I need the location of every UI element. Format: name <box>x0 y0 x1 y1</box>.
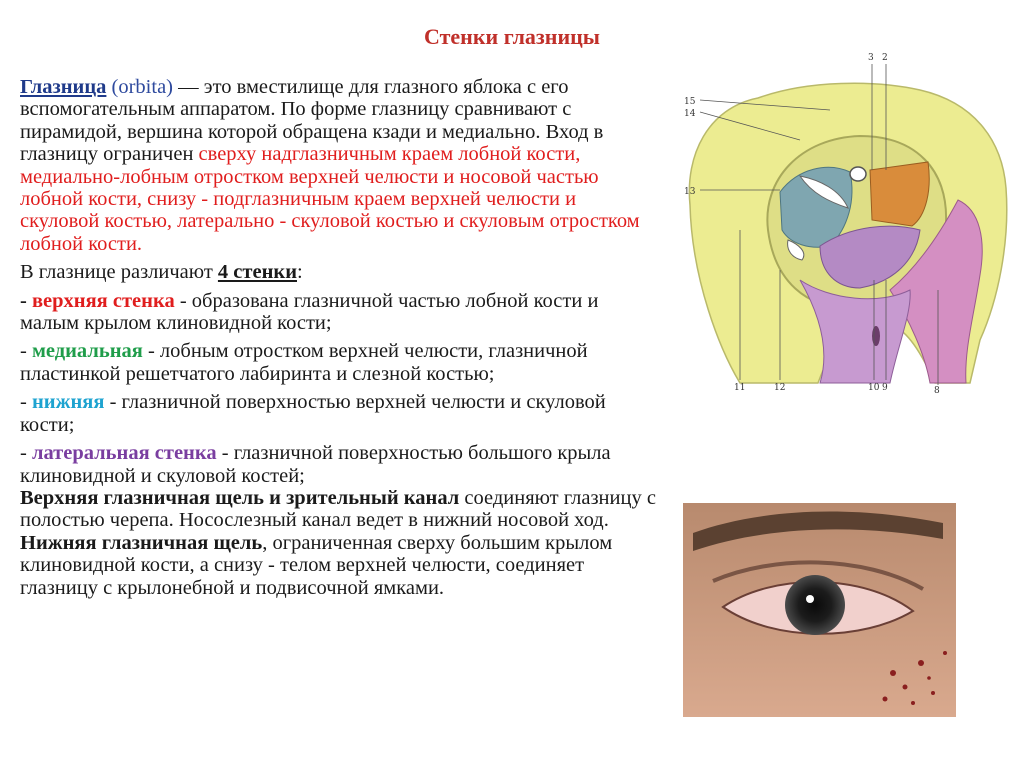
body-text <box>20 76 660 599</box>
wall-lateral-name: латеральная стенка <box>31 442 217 465</box>
label-13: 13 <box>684 187 696 197</box>
wall-dash: - <box>20 340 32 363</box>
label-14: 14 <box>684 109 696 119</box>
latin-term: (orbita) <box>111 76 174 98</box>
walls-intro-colon: : <box>297 261 303 284</box>
wall-superior-name: верхняя стенка <box>31 289 175 312</box>
slide-title: Стенки глазницы <box>424 24 600 49</box>
inferior-fissure-term: Нижняя глазничная щель <box>20 531 263 554</box>
closing-text-2: , ограниченная сверху большим крылом клиновидной кости, а снизу - телом верхней челюсти, соединяет глазницу с крылонебной и подвисочной ямками. <box>20 531 613 599</box>
greater-wing-region <box>870 162 929 226</box>
wall-inferior <box>20 391 660 436</box>
label-10: 10 <box>868 383 880 393</box>
label-9: 9 <box>882 383 888 393</box>
wall-medial-desc: - лобным отростком верхней челюсти, глазничной пластинкой решетчатого лабиринта и слезной костью; <box>20 340 588 385</box>
wall-inferior-name: нижняя <box>31 391 105 414</box>
superior-fissure-term: Верхняя глазничная щель и зрительный канал <box>20 486 460 509</box>
wall-dash: - <box>20 442 32 465</box>
label-3: 3 <box>868 53 874 63</box>
wall-dash: - <box>20 391 32 414</box>
walls-count: 4 стенки <box>217 261 297 284</box>
closing-paragraph <box>20 487 660 599</box>
closing-text-1: соединяют глазницу с полостью черепа. Носослезный канал ведет в нижний носовой ход. <box>20 486 656 532</box>
wall-superior <box>20 290 660 335</box>
label-15: 15 <box>684 97 696 107</box>
iris <box>785 575 845 635</box>
wall-inferior-desc: - глазничной поверхностью верхней челюсти и скуловой кости; <box>20 391 606 436</box>
eye-photo <box>683 503 956 717</box>
wall-lateral-desc: - глазничной поверхностью большого крыла клиновидной и скуловой костей; <box>20 442 611 487</box>
intro-red-text: сверху надглазничным краем лобной кости, медиально-лобным отростком верхней челюсти и носовой частью лобной кости, снизу - подглазничным краем верхней челюсти и скуловой костью, латерально - скуловой костью и скуловым отростком лобной кости. <box>20 143 640 255</box>
walls-intro-text: В глазнице различают <box>20 261 218 284</box>
wall-superior-desc: - образована глазничной частью лобной кости и малым крылом клиновидной кости; <box>20 289 599 335</box>
wall-dash: - <box>20 289 32 312</box>
label-2: 2 <box>882 53 888 63</box>
walls-intro <box>20 261 660 283</box>
wall-medial-name: медиальная <box>31 340 143 363</box>
intro-text: — это вместилище для глазного яблока с его вспомогательным аппаратом. По форме глазницу сравнивают с пирамидой, вершина которой обращена кзади и медиально. Вход в глазницу ограничен <box>20 76 604 166</box>
pupil-highlight <box>806 595 814 603</box>
label-11: 11 <box>734 383 746 393</box>
intro-paragraph <box>20 76 660 255</box>
infraorbital-foramen <box>872 326 880 346</box>
label-12: 12 <box>774 383 786 393</box>
wall-medial <box>20 340 660 385</box>
optic-canal <box>850 167 866 181</box>
wall-lateral <box>20 442 660 487</box>
term-orbita: Глазница <box>20 76 107 98</box>
label-8: 8 <box>934 386 940 395</box>
orbit-diagram <box>680 50 1024 395</box>
